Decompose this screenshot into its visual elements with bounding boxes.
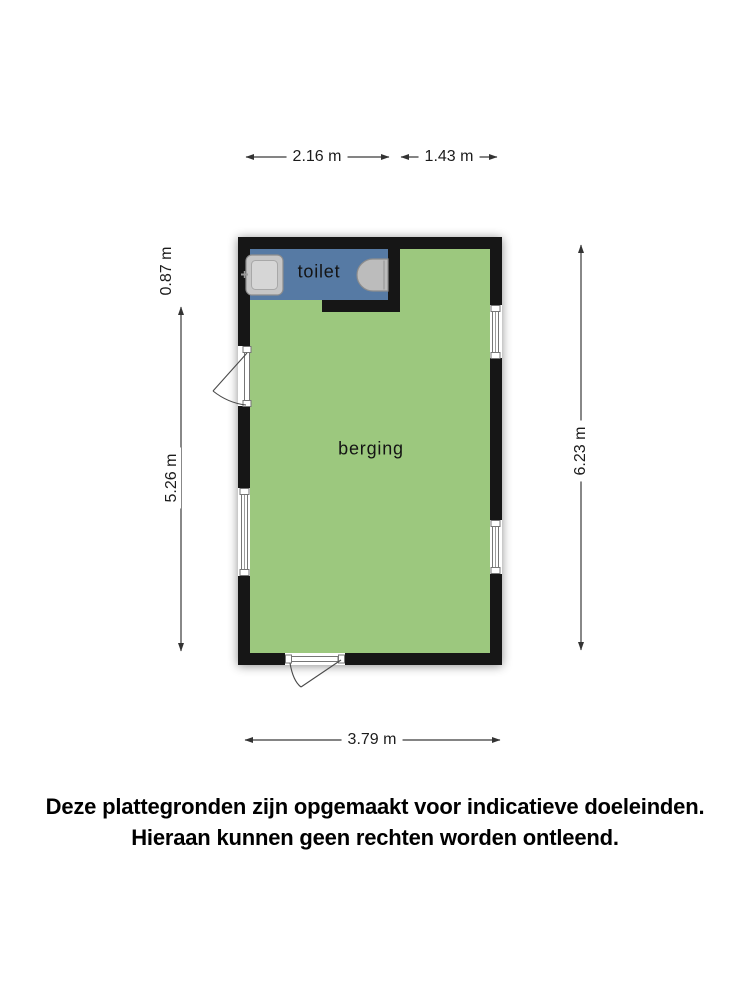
bottom-door-swing-arc: [290, 663, 301, 687]
toilet-bottom-wall: [322, 300, 400, 312]
disclaimer-line-1: Deze plattegronden zijn opgemaakt voor indicatieve doeleinden.: [45, 794, 705, 819]
toilet-bowl-icon: [357, 259, 388, 291]
room-label-toilet: toilet: [297, 261, 341, 282]
disclaimer-text: [0, 791, 750, 853]
dim-label-bottom: 3.79 m: [342, 731, 403, 749]
right-window-lower: [490, 520, 502, 574]
dim-label-top-right: 1.43 m: [419, 148, 480, 166]
left-window: [238, 488, 250, 576]
dim-label-right: 6.23 m: [572, 421, 590, 482]
disclaimer-line-2: Hieraan kunnen geen rechten worden ontleend.: [131, 825, 619, 850]
sink-icon: [241, 255, 283, 295]
dim-label-left-bottom: 5.26 m: [163, 448, 181, 509]
dim-label-left-top: 0.87 m: [158, 241, 176, 302]
right-window-upper: [490, 305, 502, 359]
room-label-berging: berging: [338, 438, 404, 459]
dim-label-top-left: 2.16 m: [287, 148, 348, 166]
